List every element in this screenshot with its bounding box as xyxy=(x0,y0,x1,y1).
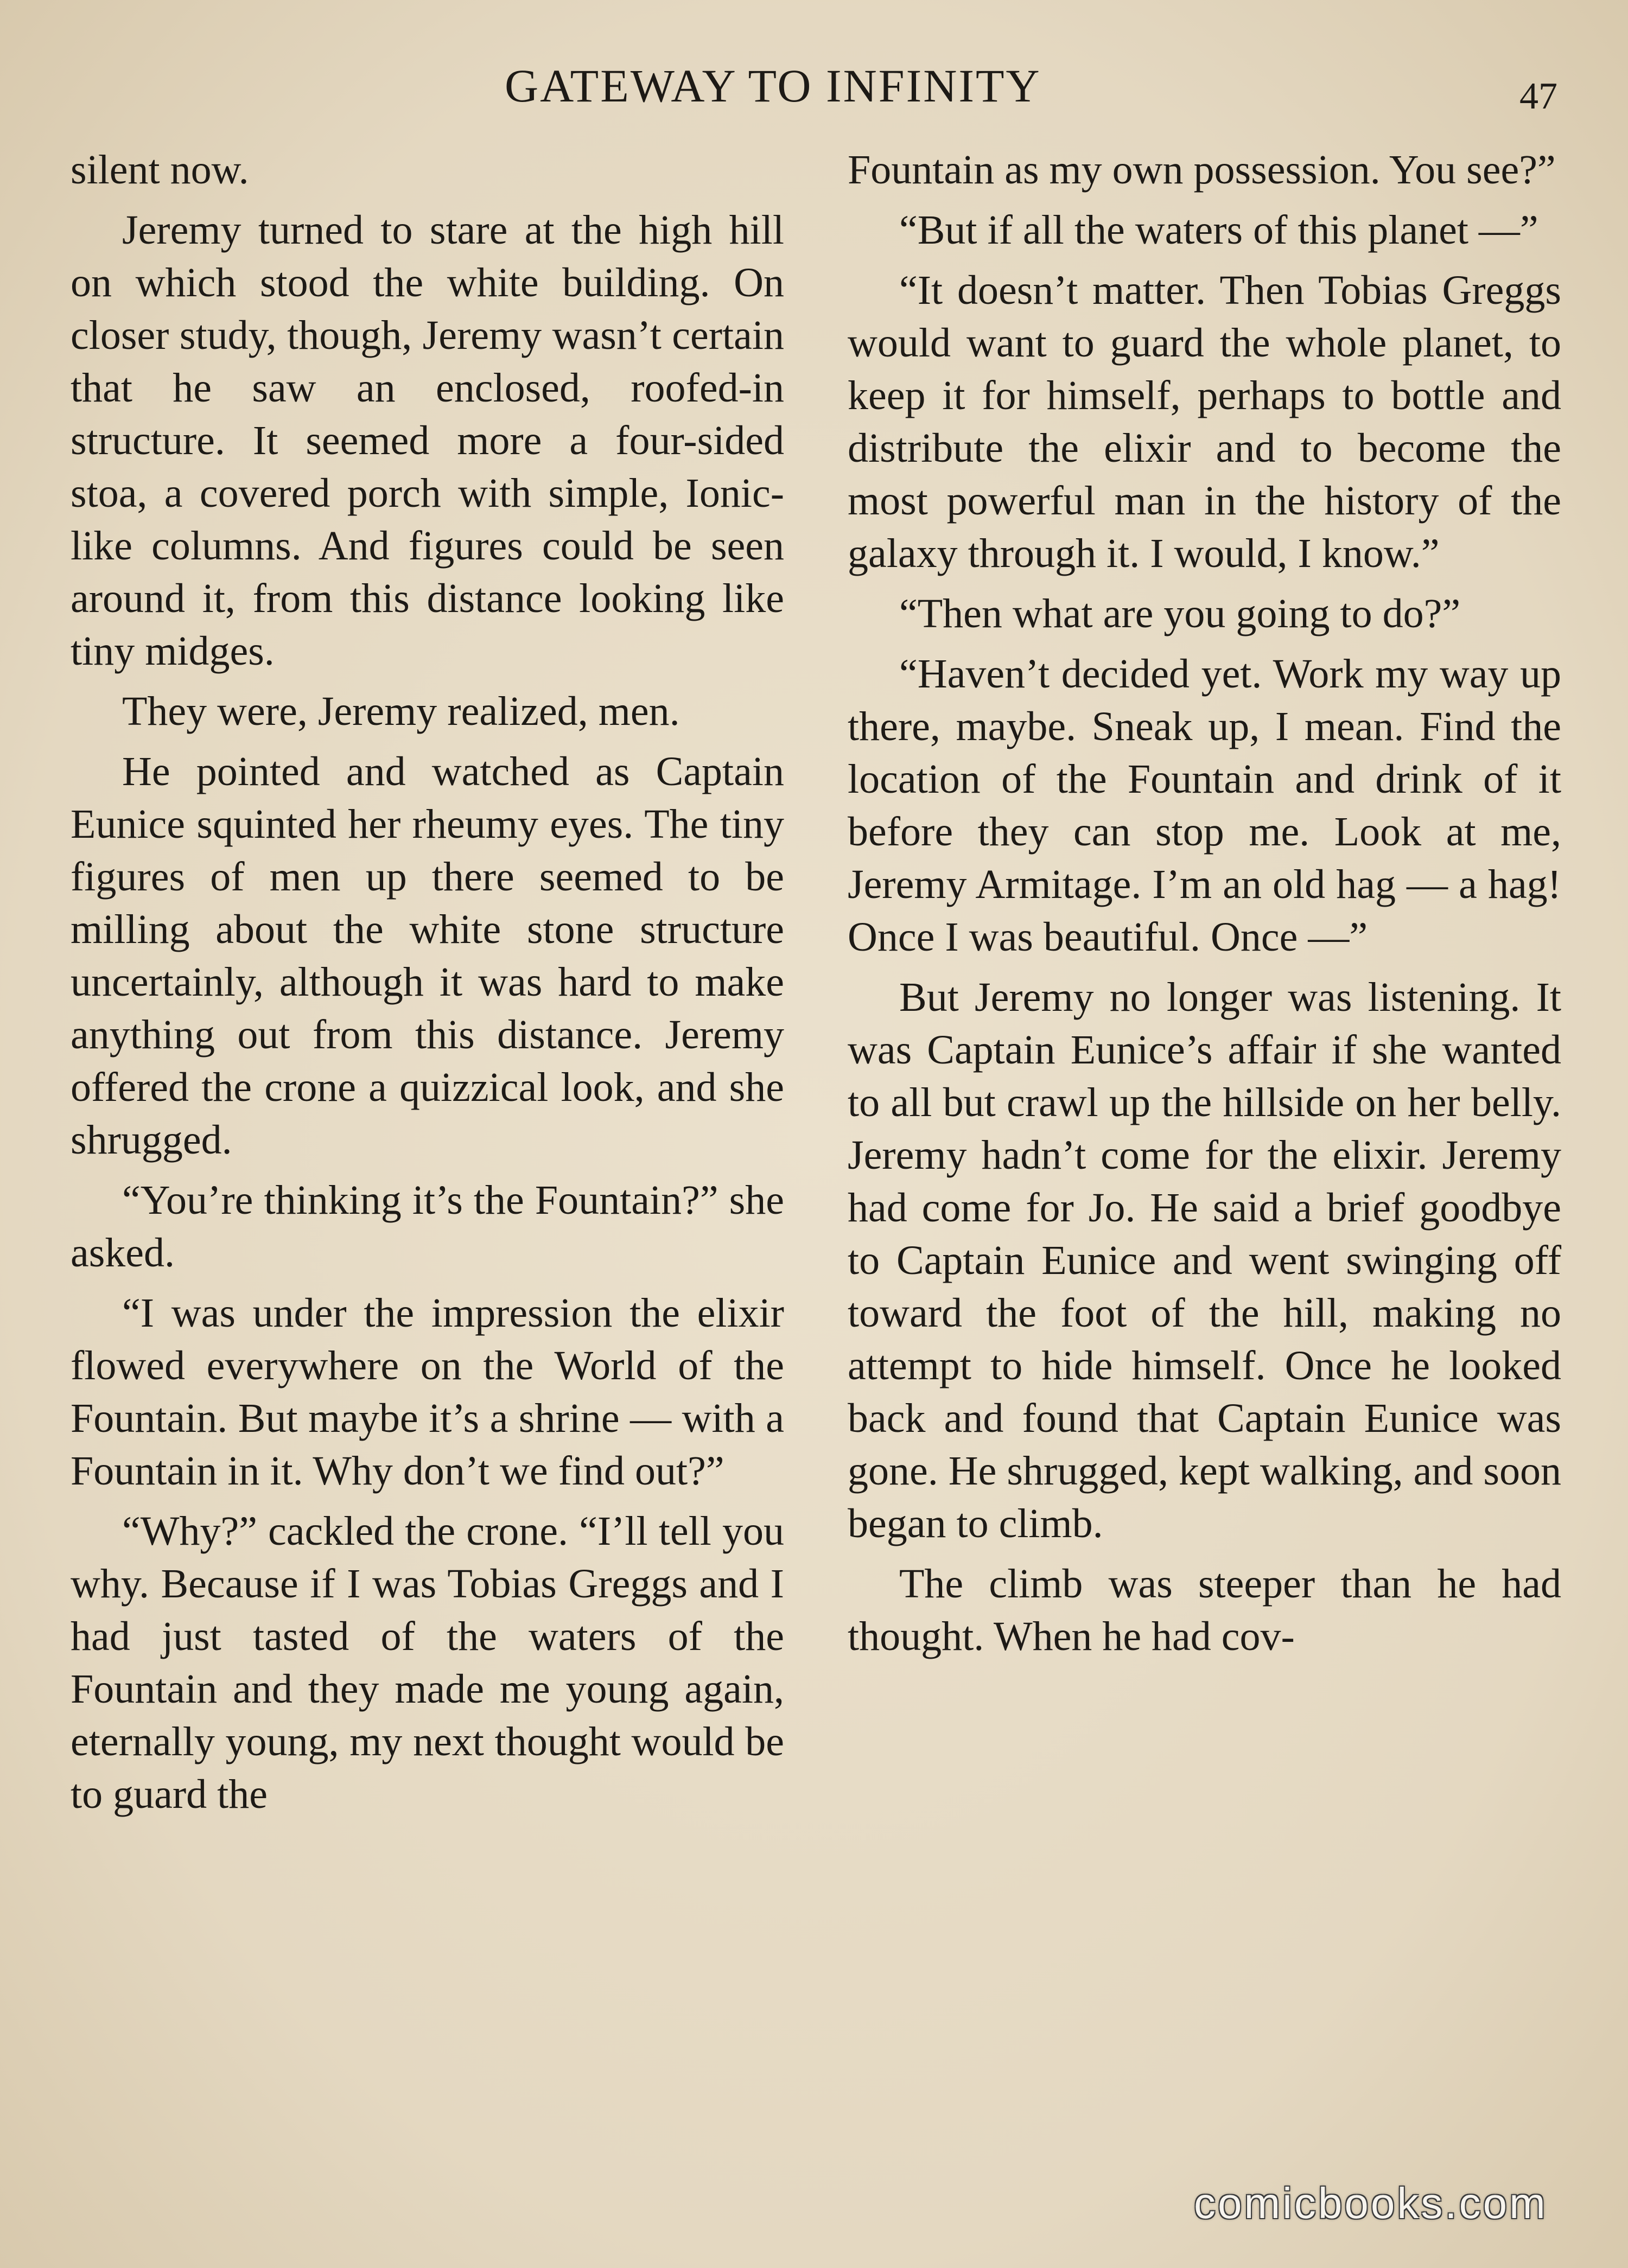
paragraph: Jeremy turned to stare at the high hill on which stood the white building. On closer study, though, Jeremy wasn’t certain that he saw an enclosed, roofed-in structure. It seemed more a four-sided stoa, a covered porch with simple, Ionic-like columns. And figures could be seen around it, from this distance looking like tiny midges. xyxy=(71,207,784,674)
paragraph: They were, Jeremy realized, men. xyxy=(122,689,680,734)
paragraph: silent now. xyxy=(71,147,249,193)
site-watermark: comicbooks.com xyxy=(1194,2179,1548,2227)
page-header xyxy=(0,59,1628,118)
paragraph: The climb was steeper than he had thought. When he had cov- xyxy=(848,1561,1561,1659)
left-column xyxy=(71,144,784,1829)
paragraph: “But if all the waters of this planet —” xyxy=(899,207,1538,253)
paragraph: Fountain as my own possession. You see?” xyxy=(848,147,1556,193)
page-number: 47 xyxy=(1519,75,1557,117)
paragraph: But Jeremy no longer was listening. It was Captain Eunice’s affair if she wanted to all but crawl up the hillside on her belly. Jeremy hadn’t come for the elixir. Jeremy had come for Jo. He said a brief goodbye to Captain Eunice and went swinging off toward the foot of the hill, making no attempt to hide himself. Once he looked back and found that Captain Eunice was gone. He shrugged, kept walking, and soon began to climb. xyxy=(848,974,1561,1546)
right-column xyxy=(848,144,1561,1671)
paragraph: He pointed and watched as Captain Eunice squinted her rheumy eyes. The tiny figures of men up there seemed to be milling about the white stone structure uncertainly, although it was hard to make anything out from this distance. Jeremy offered the crone a quizzical look, and she shrugged. xyxy=(71,749,784,1163)
paragraph: “I was under the impression the elixir flowed everywhere on the World of the Fountain. But maybe it’s a shrine — with a Fountain in it. Why don’t we find out?” xyxy=(71,1290,784,1494)
paragraph: “Haven’t decided yet. Work my way up there, maybe. Sneak up, I mean. Find the location of the Fountain and drink of it before they can stop me. Look at me, Jeremy Armitage. I’m an old hag — a hag! Once I was beautiful. Once —” xyxy=(848,651,1561,960)
paragraph: “Why?” cackled the crone. “I’ll tell you why. Because if I was Tobias Greggs and I had just tasted of the waters of the Fountain and they made me young again, eternally young, my next thought would be to guard the xyxy=(71,1508,784,1817)
paragraph: “It doesn’t matter. Then Tobias Greggs would want to guard the whole planet, to keep it for himself, perhaps to bottle and distribute the elixir and to become the most powerful man in the history of the galaxy through it. I would, I know.” xyxy=(848,267,1561,576)
running-title: GATEWAY TO INFINITY xyxy=(505,60,1041,112)
paragraph: “You’re thinking it’s the Fountain?” she asked. xyxy=(71,1177,784,1276)
paragraph: “Then what are you going to do?” xyxy=(899,591,1461,636)
